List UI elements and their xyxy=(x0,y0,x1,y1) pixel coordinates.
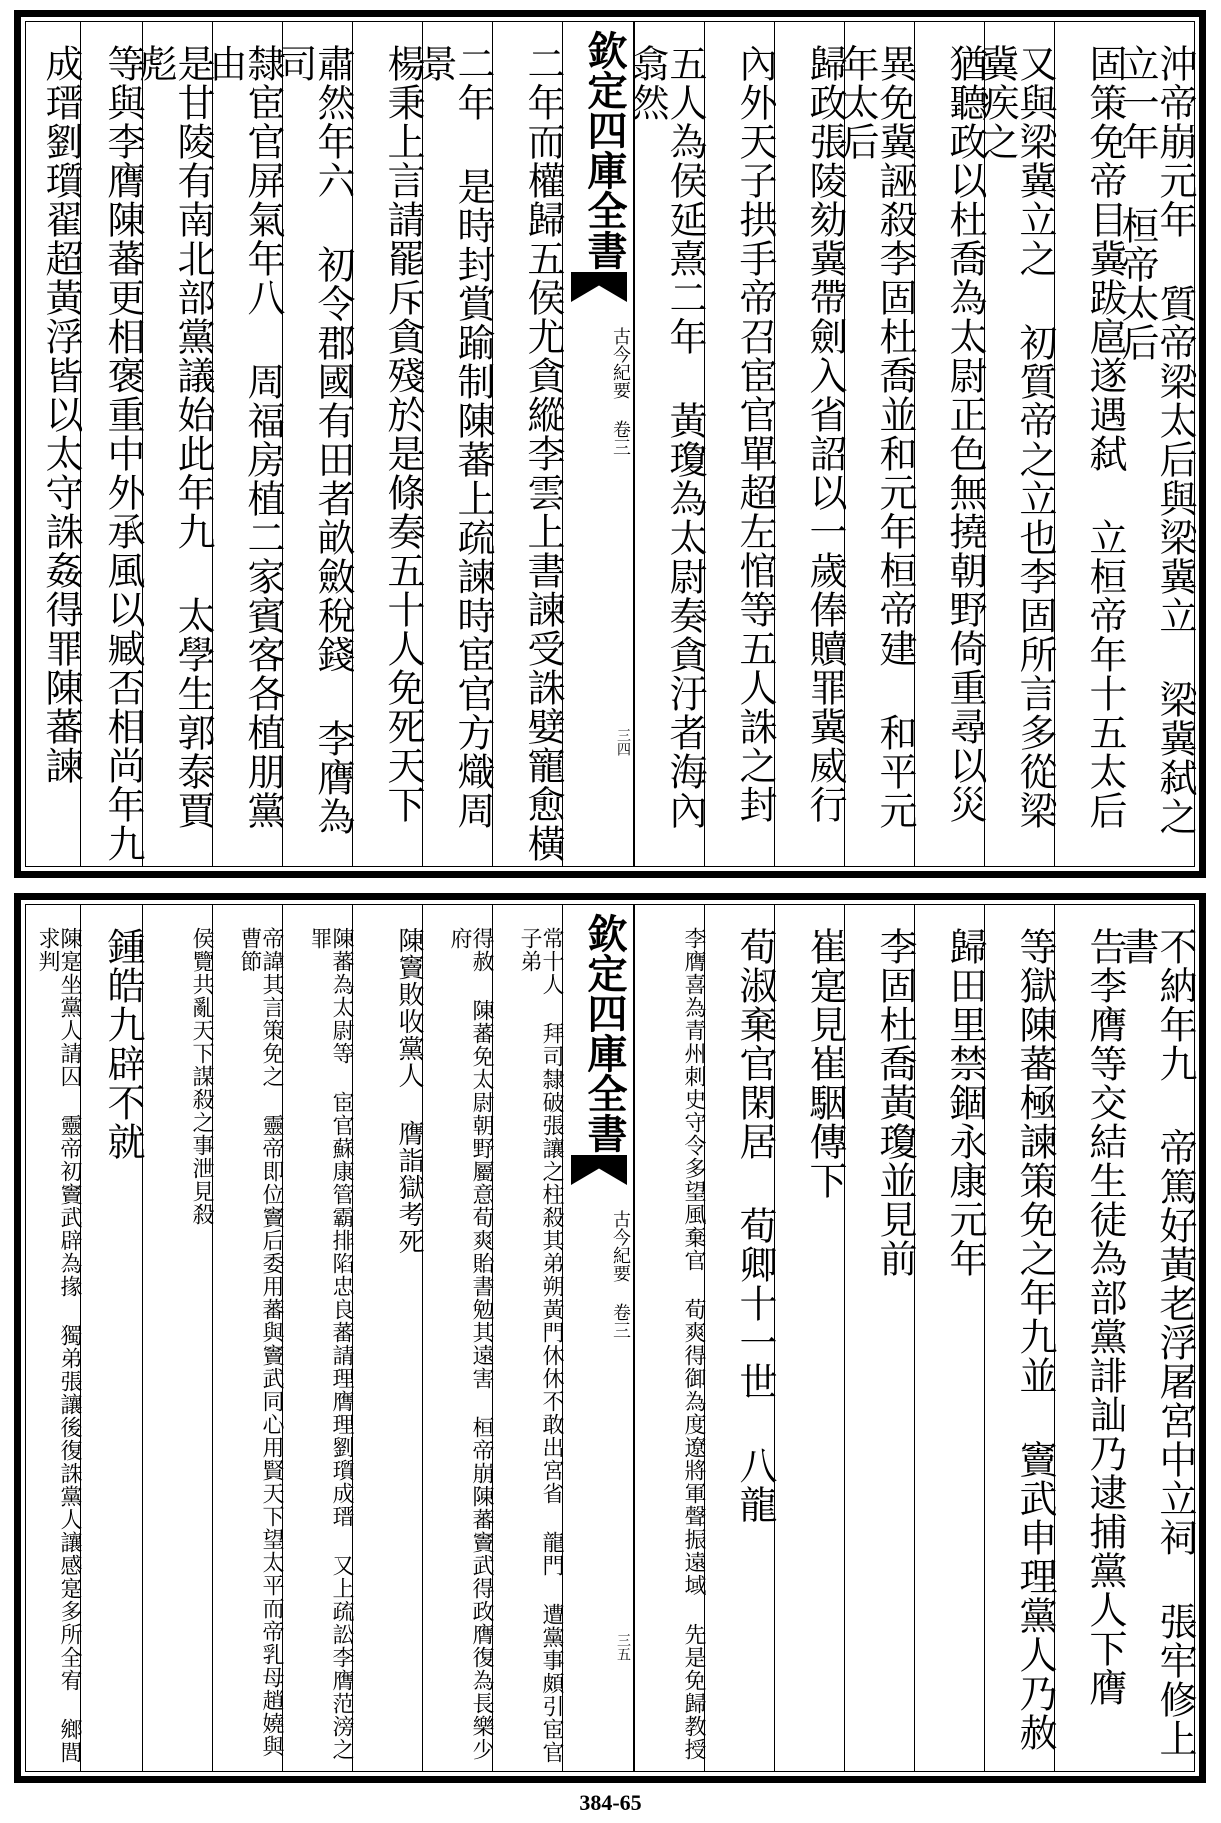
text-column: 荀淑棄官閑居 荀卿十一世 八龍 xyxy=(704,905,774,1771)
text-column: 陳竇敗收黨人 膺詣獄考死 xyxy=(352,905,422,1771)
lower-page xyxy=(14,893,1206,1783)
upper-frame xyxy=(25,21,1195,867)
text-column: 陳蕃為太尉等 宦官蘇康管霸排陷忠良蕃請理膺理劉瓆成瑨 又上疏訟李膺范滂之罪 xyxy=(282,905,352,1771)
upper-page xyxy=(14,10,1206,878)
text-column: 沖帝崩元年 質帝梁太后與梁冀立 梁冀弑之立一年 桓帝太后 xyxy=(1115,44,1197,836)
text-column: 李固杜喬黃瓊並見前 xyxy=(844,905,914,1771)
text-column: 歸田里禁錮永康元年 xyxy=(914,905,984,1771)
text-column: 異免冀誣殺李固杜喬並和元年桓帝建 和平元年太后 xyxy=(844,22,914,866)
text-column: 不納年九 帝篤好黃老浮屠宮中立祠 張牢修上書 xyxy=(1115,927,1197,1758)
text-column: 肅然年六 初令郡國有田者畝斂稅錢 李膺為司 xyxy=(282,22,352,866)
text-column: 楊秉上言請罷斥貪殘於是條奏五十人免死天下 xyxy=(352,22,422,866)
book-title: 欽定四庫全書 xyxy=(581,913,628,1153)
text-column: 是甘陵有南北部黨議始此年九 太學生郭泰賈彪 xyxy=(142,22,212,866)
text-column: 隸宦官屏氣年八 周福房植二家賓客各植朋黨由 xyxy=(212,22,282,866)
text-column: 二年 是時封賞踰制陳蕃上疏諫時宦官方熾周景 xyxy=(422,22,492,866)
text-column: 陳寔坐黨人請囚 靈帝初竇武辟為掾 獨弟張讓後復誅黨人讓感寔多所全宥 鄉閭求判 xyxy=(35,927,82,1764)
volume-label: 古今紀要 卷三 xyxy=(610,1210,631,1339)
text-column: 等與李膺陳蕃更相褒重中外承風以臧否相尚年九 xyxy=(80,22,142,866)
text-column: 崔寔見崔駰傳下 xyxy=(774,905,844,1771)
text-column: 得赦 陳蕃免太尉朝野屬意荀爽貽書勉其遠害 桓帝崩陳蕃竇武得政膺復為長樂少府 xyxy=(422,905,492,1771)
text-column: 李膺喜為青州刺史守令多望風棄官 荀爽得御為度遼將軍聲振遠域 先是免歸教授 xyxy=(634,905,704,1771)
fish-tail-mark xyxy=(571,272,627,302)
page-footer-number: 384-65 xyxy=(579,1790,642,1815)
text-column: 猶聽政以杜喬為太尉正色無撓朝野倚重尋以災 xyxy=(914,22,984,866)
book-title: 欽定四庫全書 xyxy=(581,30,628,270)
text-column: 內外天子拱手帝召宦官單超左悺等五人誅之封 xyxy=(704,22,774,866)
text-column: 等獄陳蕃極諫策免之年九並 竇武申理黨人乃赦 xyxy=(984,905,1054,1771)
volume-label: 古今紀要 卷三 xyxy=(610,327,631,456)
center-fold xyxy=(562,22,634,866)
text-column: 歸政張陵劾冀帶劍入省詔以一歲俸贖罪冀威行 xyxy=(774,22,844,866)
text-column: 告李膺等交結生徒為部黨誹訕乃逮捕黨人下膺 xyxy=(1054,905,1124,1771)
text-column: 常十人 拜司隸破張讓之柱殺其弟朔黃門休休不敢出宮省 龍門 遭黨事頗引宦官子弟 xyxy=(492,905,562,1771)
text-column: 二年而權歸五侯尤貪縱李雲上書諫受誅嬖寵愈橫 xyxy=(492,22,562,866)
leaf-number: 三五 xyxy=(615,1633,631,1661)
fish-tail-mark xyxy=(571,1155,627,1185)
text-column: 五人為侯延熹二年 黃瓊為太尉奏貪汙者海內翕然 xyxy=(634,22,704,866)
center-fold xyxy=(562,905,634,1771)
text-column: 侯覽共亂天下謀殺之事泄見殺 xyxy=(142,905,212,1771)
text-column: 鍾皓九辟不就 xyxy=(80,905,142,1771)
text-column: 成瑨劉瓆翟超黃浮皆以太守誅姦得罪陳蕃諫 xyxy=(39,44,83,785)
text-column: 又與梁冀立之 初質帝之立也李固所言多從梁冀疾之 xyxy=(984,22,1054,866)
leaf-number: 三四 xyxy=(615,728,631,756)
lower-frame xyxy=(25,904,1195,1772)
text-column: 固策免帝目冀跋扈遂遇弑 立桓帝年十五太后 xyxy=(1054,22,1124,866)
text-column: 帝諱其言策免之 靈帝即位竇后委用蕃與竇武同心用賢天下望太平而帝乳母趙嬈與曹節 xyxy=(212,905,282,1771)
